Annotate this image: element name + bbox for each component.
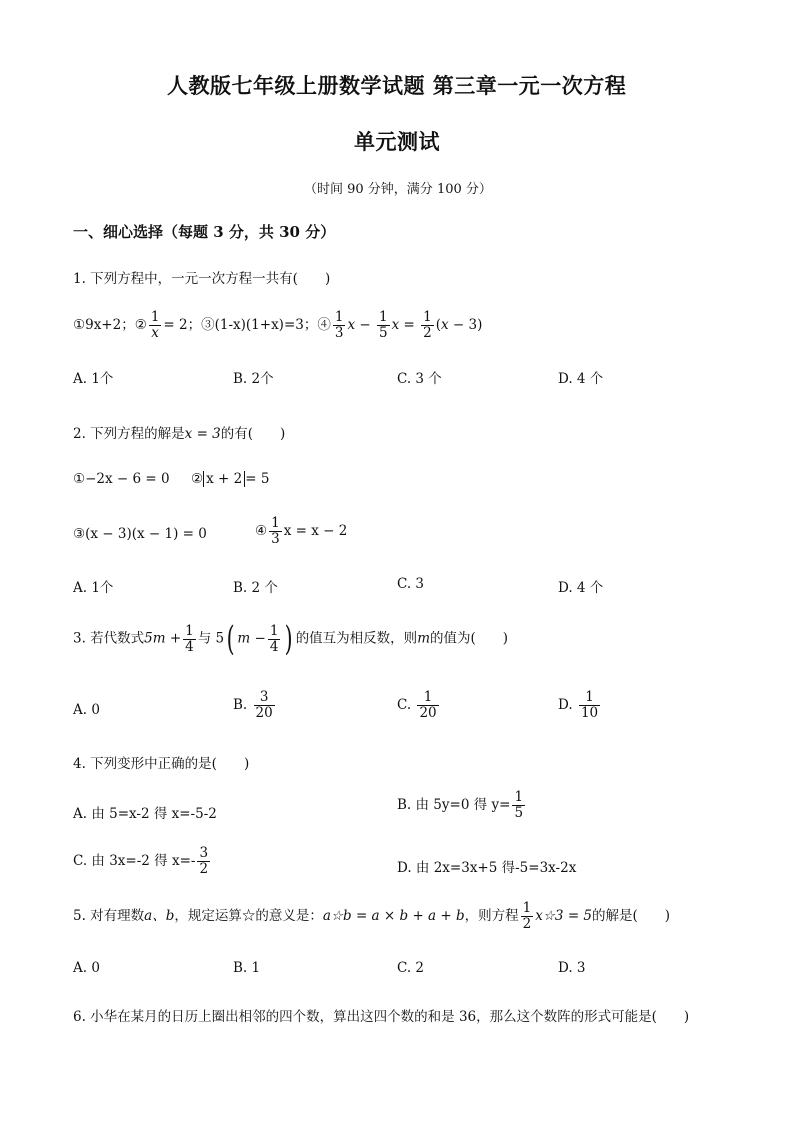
option-a: A. 1个 <box>73 580 114 596</box>
option-a: A. 0 <box>73 702 100 718</box>
question-4-stem: 4. 下列变形中正确的是( ) <box>73 756 250 772</box>
option-b: B. $\frac{3}{20}$ <box>233 689 273 721</box>
q2-expr-2: ② x + 2 = 5 <box>191 471 270 487</box>
option-d: D. 4 个 <box>558 580 604 596</box>
fraction: $\frac{1}{10}$ <box>580 689 599 721</box>
option-a: A. 0 <box>73 960 100 976</box>
option-d: D. 3 <box>558 960 586 976</box>
fraction: $\frac{1}{5}$ <box>378 309 388 341</box>
fraction: $\frac{3}{20}$ <box>255 689 273 721</box>
fraction: $\frac{3}{2}$ <box>199 845 209 877</box>
option-b: B. 2个 <box>233 371 274 387</box>
option-c: C. $\frac{1}{20}$ <box>397 689 437 721</box>
option-a: A. 1个 <box>73 371 114 387</box>
section-heading: 一、细心选择（每题 3 分，共 30 分） <box>73 223 336 241</box>
page-title-line2: 单元测试 <box>354 129 440 154</box>
option-b: B. 2 个 <box>233 580 278 596</box>
question-1-stem: 1. 下列方程中，一元一次方程一共有( ) <box>73 271 331 287</box>
fraction: $\frac{1}{x}$ <box>150 309 160 341</box>
q2-expr-3: ③(x − 3)(x − 1) = 0 <box>73 526 207 542</box>
option-d: D. 由 2x=3x+5 得-5=3x-2x <box>397 860 577 876</box>
option-c: C. 2 <box>397 960 425 976</box>
page-title: 人教版七年级上册数学试题 第三章一元一次方程 <box>167 73 627 98</box>
fraction: $\frac{1}{4}$ <box>269 622 279 655</box>
question-3-stem: 3. 若代数式5m + $\frac{1}{4}$ 与 5( m − $\frac{1}{4}$ ) 的值互为相反数，则m的值为( ) <box>73 619 509 659</box>
fraction: $\frac{1}{5}$ <box>514 789 524 821</box>
option-c: C. 由 3x=-2 得 x=- $\frac{3}{2}$ <box>73 845 209 877</box>
absolute-value: x + 2 <box>203 471 245 487</box>
fraction: $\frac{1}{3}$ <box>334 309 344 341</box>
fraction: $\frac{1}{2}$ <box>522 900 532 932</box>
option-d: D. $\frac{1}{10}$ <box>558 689 599 721</box>
option-c: C. 3 个 <box>397 371 442 387</box>
fraction: $\frac{1}{2}$ <box>423 309 432 341</box>
option-b: B. 1 <box>233 960 261 976</box>
q1-expr-2: = 2；③(1-x)(1+x)=3；④ <box>163 316 331 333</box>
time-note: （时间 90 分钟，满分 100 分） <box>304 182 492 197</box>
fraction: $\frac{1}{20}$ <box>419 689 437 721</box>
option-b: B. 由 5y=0 得 y= $\frac{1}{5}$ <box>397 789 524 821</box>
option-d: D. 4 个 <box>558 371 604 387</box>
q2-expr-1: ①−2x − 6 = 0 <box>73 471 170 487</box>
q2-expr-4: ④ $\frac{1}{3}$ x = x − 2 <box>255 515 348 547</box>
option-c: C. 3 <box>397 576 425 592</box>
fraction: $\frac{1}{3}$ <box>271 515 280 547</box>
fraction: $\frac{1}{4}$ <box>185 622 194 655</box>
question-2-stem: 2. 下列方程的解是x = 3的有( ) <box>73 426 286 442</box>
question-1-expressions: ①9x+2；② $\frac{1}{x}$ = 2；③(1-x)(1+x)=3；④ $\frac{1}{3}$ x − $\frac{1}{5}$ x = $\frac{1}{2}$ (x − 3) <box>73 309 483 341</box>
question-5-stem: 5. 对有理数a、b，规定运算☆的意义是：a☆b = a × b + a + b，则方程 $\frac{1}{2}$ x☆3 = 5的解是( ) <box>73 900 671 932</box>
question-6-stem: 6. 小华在某月的日历上圈出相邻的四个数，算出这四个数的和是 36，那么这个数阵的形式可能是( ) <box>73 1009 690 1025</box>
q1-expr-1: ①9x+2；② <box>73 316 147 333</box>
option-a: A. 由 5=x-2 得 x=-5-2 <box>73 806 217 822</box>
